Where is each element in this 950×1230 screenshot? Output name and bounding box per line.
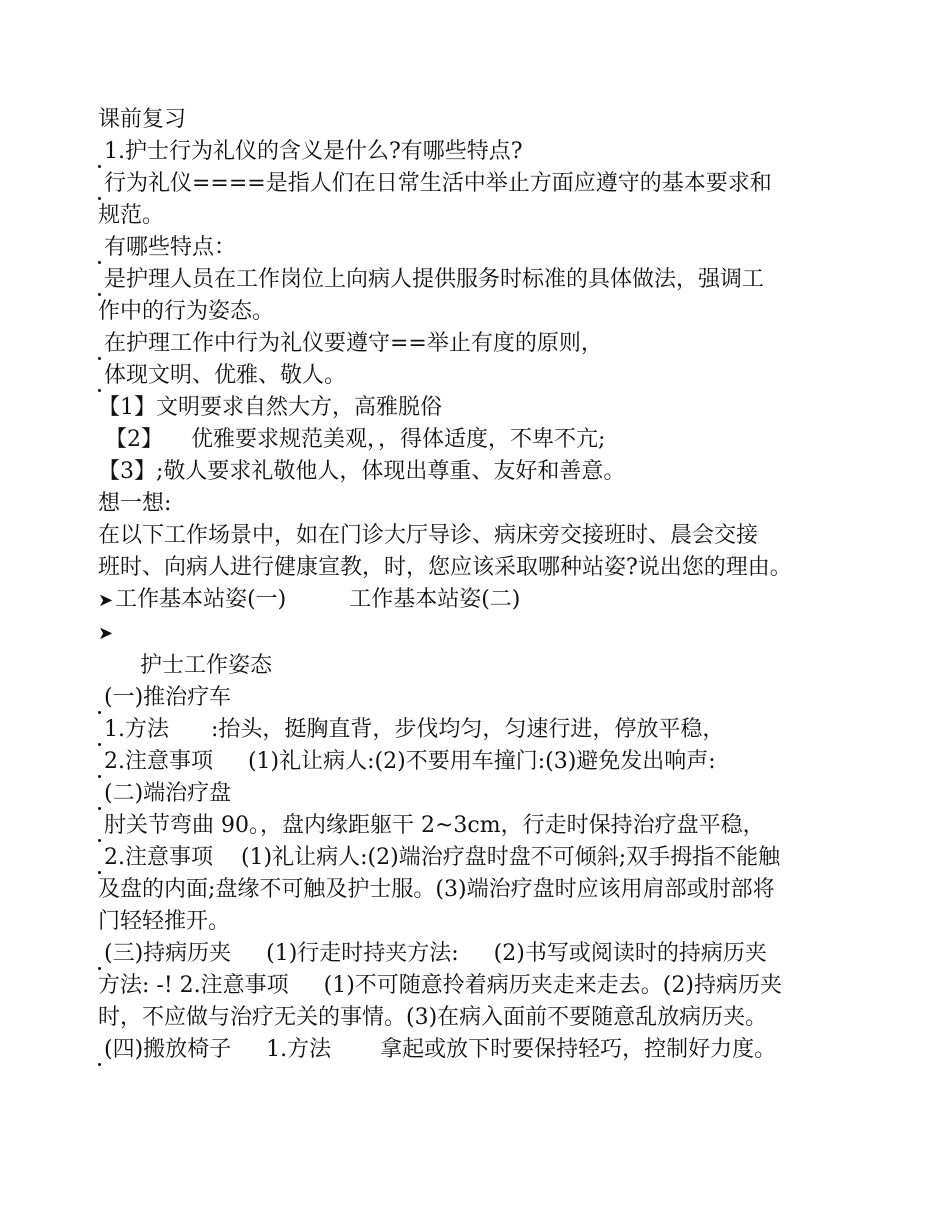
document-line xyxy=(98,328,858,360)
line-text: 工作基本站姿(一) 工作基本站姿(二) xyxy=(115,587,521,612)
line-text: (三)持病历夹 (1)行走时持夹方法: (2)书写或阅读时的持病历夹 xyxy=(104,941,767,966)
line-text: 是护理人员在工作岗位上向病人提供服务时标准的具体做法，强调工 xyxy=(104,267,765,292)
document-line xyxy=(98,746,858,778)
document-line xyxy=(98,168,858,200)
document-line xyxy=(98,104,858,136)
line-text: 肘关节弯曲 90。，盘内缘距躯干 2~3cm，行走时保持治疗盘平稳， xyxy=(104,813,765,838)
document-line xyxy=(98,778,858,810)
document-body xyxy=(98,104,858,1066)
document-line xyxy=(98,650,858,682)
document-line xyxy=(98,232,858,264)
line-text: (一)推治疗车 xyxy=(104,685,232,710)
arrow-bullet-icon: ➤ xyxy=(98,590,114,611)
line-text: 行为礼仪====是指人们在日常生活中举止方面应遵守的基本要求和 xyxy=(104,171,772,196)
line-text: 2.注意事项 (1)礼让病人:(2)不要用车撞门:(3)避免发出响声: xyxy=(104,749,716,774)
document-line xyxy=(98,1034,858,1066)
document-line xyxy=(98,584,858,617)
document-line xyxy=(98,424,858,456)
document-line xyxy=(98,874,858,906)
document-line xyxy=(98,552,858,584)
line-text: 体现文明、优雅、敬人。 xyxy=(104,363,347,388)
line-text: (四)搬放椅子 1.方法 拿起或放下时要保持轻巧，控制好力度。 xyxy=(104,1037,777,1062)
line-text: 方法: -! 2.注意事项 (1)不可随意拎着病历夹走来走去。(2)持病历夹 xyxy=(98,973,782,998)
line-text: 想一想: xyxy=(98,491,172,516)
line-text: 1.护士行为礼仪的含义是什么?有哪些特点? xyxy=(104,139,523,164)
document-line xyxy=(98,682,858,714)
line-text: 护士工作姿态 xyxy=(140,653,273,678)
line-text: 【1】文明要求自然大方，高雅脱俗 xyxy=(98,395,442,420)
document-line xyxy=(98,842,858,874)
line-text: 【2】 优雅要求规范美观，，得体适度，不卑不亢; xyxy=(98,427,606,452)
line-text: 课前复习 xyxy=(98,107,187,132)
document-line xyxy=(98,714,858,746)
arrow-bullet-icon: ➤ xyxy=(98,623,114,644)
line-text: 1.方法 :抬头，挺胸直背，步伐均匀，匀速行进，停放平稳， xyxy=(104,717,725,742)
line-text: 时，不应做与治疗无关的事情。(3)在病入面前不要随意乱放病历夹。 xyxy=(98,1005,768,1030)
line-text: 在以下工作场景中，如在门诊大厅导诊、病床旁交接班时、晨会交接 xyxy=(98,523,759,548)
document-line xyxy=(98,938,858,970)
line-text: 班时、向病人进行健康宣教，时，您应该采取哪种站姿?说出您的理由。 xyxy=(98,555,792,580)
line-text: 有哪些特点： xyxy=(104,235,237,260)
document-line xyxy=(98,360,858,392)
document-line xyxy=(98,970,858,1002)
document-line xyxy=(98,810,858,842)
document-line xyxy=(98,617,858,650)
line-text: 规范。 xyxy=(98,203,165,228)
document-line xyxy=(98,136,858,168)
line-text: 及盘的内面;盘缘不可触及护士服。(3)端治疗盘时应该用肩部或肘部将 xyxy=(98,877,775,902)
document-line xyxy=(98,296,858,328)
line-text: (二)端治疗盘 xyxy=(104,781,232,806)
document-line xyxy=(98,200,858,232)
document-line xyxy=(98,456,858,488)
document-line xyxy=(98,520,858,552)
line-text: 在护理工作中行为礼仪要遵守==举止有度的原则， xyxy=(104,331,603,356)
line-text: 门轻轻推开。 xyxy=(98,909,231,934)
document-line xyxy=(98,264,858,296)
line-text: 作中的行为姿态。 xyxy=(98,299,275,324)
line-text: 【3】;敬人要求礼敬他人，体现出尊重、友好和善意。 xyxy=(98,459,626,484)
document-line xyxy=(98,906,858,938)
document-line xyxy=(98,488,858,520)
line-text: 2.注意事项 (1)礼让病人:(2)端治疗盘时盘不可倾斜;双手拇指不能触 xyxy=(104,845,781,870)
document-line xyxy=(98,392,858,424)
document-line xyxy=(98,1002,858,1034)
